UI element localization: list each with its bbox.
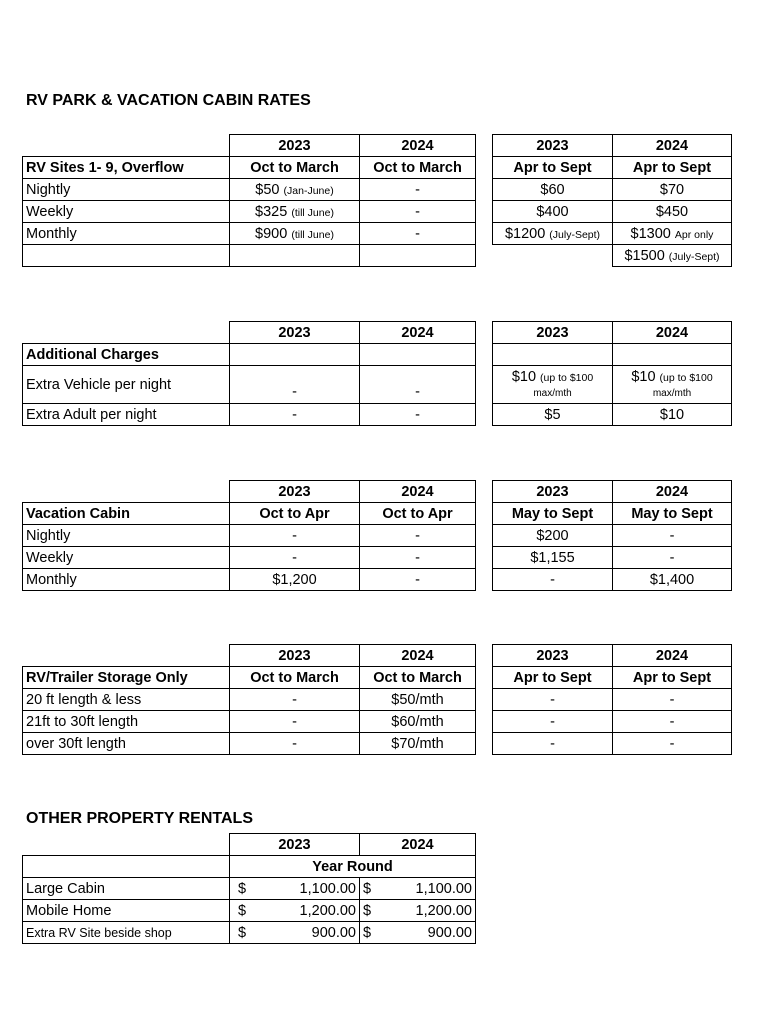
empty-cell [613, 344, 732, 366]
rate-cell: $ 1,200.00 [230, 900, 360, 922]
row-label: 21ft to 30ft length [23, 711, 230, 733]
section-label: RV/Trailer Storage Only [23, 667, 230, 689]
rate-cell: $ 1,100.00 [360, 878, 476, 900]
rate-cell: - [360, 569, 476, 591]
rate-cell: - [360, 547, 476, 569]
period-header: May to Sept [613, 503, 732, 525]
row-label: Extra Adult per night [23, 404, 230, 426]
rate-cell: $70/mth [360, 733, 476, 755]
year-header: 2023 [493, 135, 613, 157]
row-label: Monthly [23, 569, 230, 591]
rate-cell: $325 (till June) [230, 201, 360, 223]
rate-cell: - [360, 404, 476, 426]
table-row [23, 900, 476, 922]
rate-cell: $1500 (July-Sept) [613, 245, 732, 267]
row-label: Mobile Home [23, 900, 230, 922]
rate-cell: - [360, 366, 476, 404]
year-header: 2024 [360, 481, 476, 503]
rate-cell: $5 [493, 404, 613, 426]
storage-summer-table [492, 644, 732, 755]
row-label: 20 ft length & less [23, 689, 230, 711]
vacation-cabin-table [22, 480, 476, 591]
rate-cell: - [360, 223, 476, 245]
table-row [493, 179, 732, 201]
table-row [493, 689, 732, 711]
rate-cell: $ 900.00 [360, 922, 476, 944]
rate-cell: $1,155 [493, 547, 613, 569]
empty-cell [23, 245, 230, 267]
row-label: Extra RV Site beside shop [23, 922, 230, 944]
rate-cell: $10 (up to $100 max/mth [613, 366, 732, 404]
storage-table [22, 644, 476, 755]
period-header: Apr to Sept [493, 157, 613, 179]
rate-cell: $10 [613, 404, 732, 426]
table-row [493, 525, 732, 547]
rate-cell: $50/mth [360, 689, 476, 711]
rate-cell: - [230, 366, 360, 404]
year-header: 2024 [613, 322, 732, 344]
period-header: Oct to March [360, 667, 476, 689]
rate-cell: - [613, 689, 732, 711]
table-row [23, 366, 476, 404]
rate-cell: - [493, 569, 613, 591]
rate-cell: - [360, 525, 476, 547]
rv-sites-table [22, 134, 476, 267]
rate-cell: $ 1,100.00 [230, 878, 360, 900]
section-label: RV Sites 1- 9, Overflow [23, 157, 230, 179]
row-label: Nightly [23, 525, 230, 547]
year-header: 2023 [493, 322, 613, 344]
table-row [23, 201, 476, 223]
rate-cell: $450 [613, 201, 732, 223]
section-label: Additional Charges [23, 344, 230, 366]
period-header: Oct to March [230, 157, 360, 179]
other-rentals-title: OTHER PROPERTY RENTALS [26, 810, 253, 827]
rate-cell: $50 (Jan-June) [230, 179, 360, 201]
table-row [23, 922, 476, 944]
additional-charges-table [22, 321, 476, 426]
empty-cell [230, 344, 360, 366]
page-title: RV PARK & VACATION CABIN RATES [26, 92, 311, 109]
rate-cell: - [493, 733, 613, 755]
year-header: 2023 [230, 645, 360, 667]
rate-cell: - [230, 711, 360, 733]
rate-cell: - [230, 547, 360, 569]
rate-cell: - [493, 711, 613, 733]
row-label: Nightly [23, 179, 230, 201]
rate-cell: - [613, 547, 732, 569]
table-row [493, 733, 732, 755]
table-row [493, 223, 732, 245]
rate-cell: $1200 (July-Sept) [493, 223, 613, 245]
rate-cell: $200 [493, 525, 613, 547]
rate-cell: - [230, 689, 360, 711]
row-label: Weekly [23, 201, 230, 223]
rate-cell: - [613, 525, 732, 547]
year-header: 2024 [360, 322, 476, 344]
other-rentals-table [22, 833, 476, 944]
vacation-cabin-summer-table [492, 480, 732, 591]
rate-cell: - [230, 525, 360, 547]
period-header: Apr to Sept [493, 667, 613, 689]
table-row [493, 366, 732, 404]
table-row [23, 404, 476, 426]
row-label: Large Cabin [23, 878, 230, 900]
table-row [23, 733, 476, 755]
table-row [23, 547, 476, 569]
additional-charges-summer-table [492, 321, 732, 426]
year-header: 2024 [613, 135, 732, 157]
rate-cell: - [360, 201, 476, 223]
year-header: 2023 [230, 834, 360, 856]
year-header: 2023 [230, 481, 360, 503]
table-row [23, 569, 476, 591]
table-row [493, 569, 732, 591]
row-label: Monthly [23, 223, 230, 245]
rate-cell: $1,200 [230, 569, 360, 591]
rate-cell: $70 [613, 179, 732, 201]
period-header: Oct to March [230, 667, 360, 689]
table-row [23, 711, 476, 733]
table-row [493, 711, 732, 733]
period-header: Oct to Apr [360, 503, 476, 525]
rate-cell: $1,400 [613, 569, 732, 591]
rate-cell: $10 (up to $100 max/mth [493, 366, 613, 404]
year-header: 2023 [493, 645, 613, 667]
period-header: May to Sept [493, 503, 613, 525]
rate-cell: $400 [493, 201, 613, 223]
rate-cell: $60 [493, 179, 613, 201]
empty-cell [360, 245, 476, 267]
rate-cell: - [360, 179, 476, 201]
table-row [23, 878, 476, 900]
rv-sites-summer-table [492, 134, 732, 267]
rate-cell: $900 (till June) [230, 223, 360, 245]
year-header: 2024 [360, 135, 476, 157]
rate-cell: $1300 Apr only [613, 223, 732, 245]
rate-cell: - [230, 404, 360, 426]
year-header: 2024 [613, 481, 732, 503]
table-row [23, 525, 476, 547]
period-header: Year Round [230, 856, 476, 878]
period-header: Apr to Sept [613, 157, 732, 179]
table-row [493, 547, 732, 569]
rate-cell: $60/mth [360, 711, 476, 733]
table-row [493, 201, 732, 223]
table-row [493, 404, 732, 426]
year-header: 2024 [360, 834, 476, 856]
rate-cell: - [613, 733, 732, 755]
row-label: over 30ft length [23, 733, 230, 755]
table-row [23, 179, 476, 201]
empty-cell [23, 856, 230, 878]
year-header: 2023 [493, 481, 613, 503]
table-row [23, 689, 476, 711]
year-header: 2023 [230, 135, 360, 157]
empty-cell [493, 344, 613, 366]
empty-cell [230, 245, 360, 267]
rate-cell: - [493, 689, 613, 711]
year-header: 2024 [360, 645, 476, 667]
row-label: Weekly [23, 547, 230, 569]
period-header: Oct to March [360, 157, 476, 179]
year-header: 2023 [230, 322, 360, 344]
row-label: Extra Vehicle per night [23, 366, 230, 404]
year-header: 2024 [613, 645, 732, 667]
empty-cell [360, 344, 476, 366]
period-header: Apr to Sept [613, 667, 732, 689]
table-row [23, 223, 476, 245]
rate-cell: - [613, 711, 732, 733]
rate-cell: $ 1,200.00 [360, 900, 476, 922]
period-header: Oct to Apr [230, 503, 360, 525]
section-label: Vacation Cabin [23, 503, 230, 525]
rate-cell: $ 900.00 [230, 922, 360, 944]
rate-cell: - [230, 733, 360, 755]
